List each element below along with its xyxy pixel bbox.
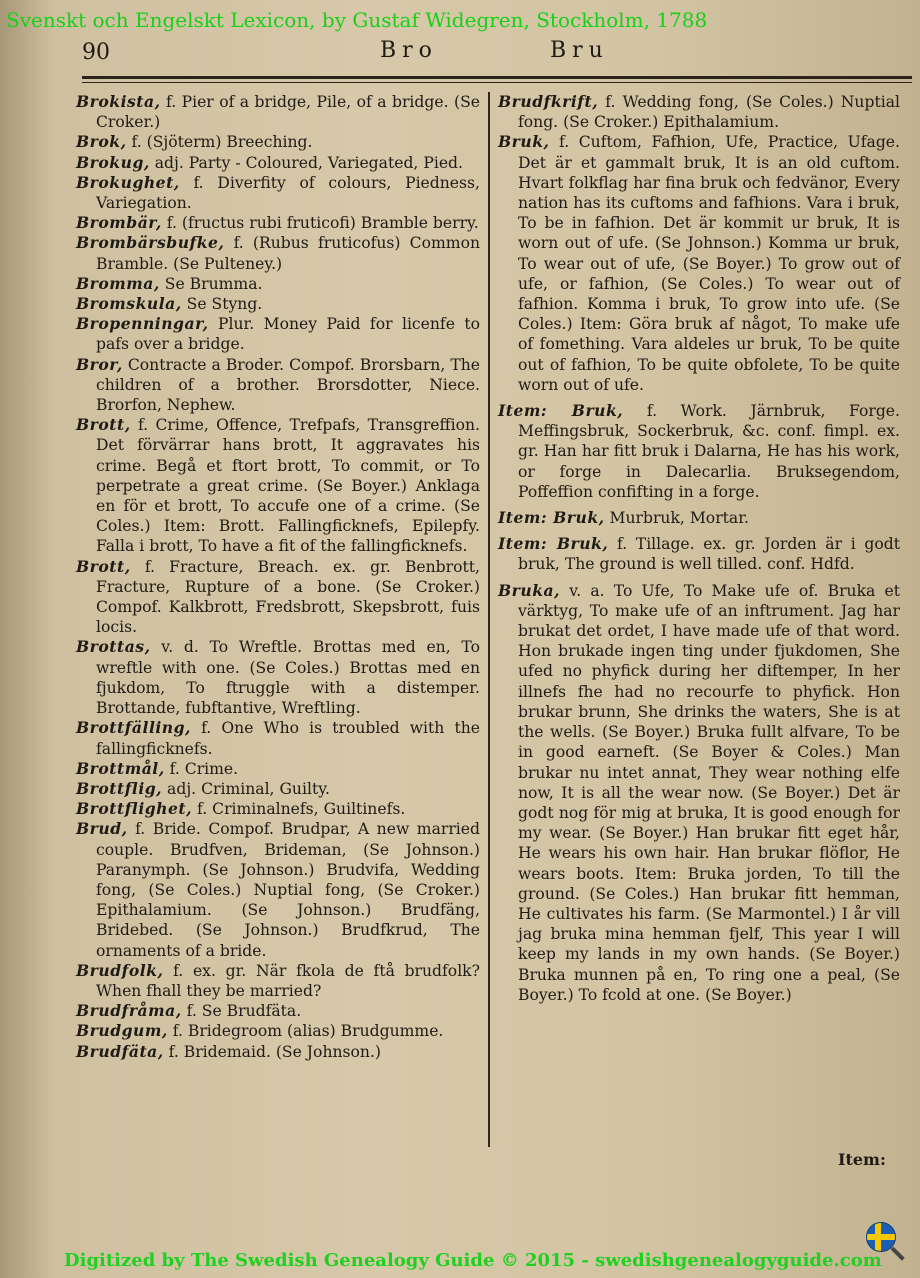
- dictionary-entry: [76, 415, 480, 556]
- dictionary-entry: [76, 274, 480, 294]
- dictionary-entry: [76, 153, 480, 173]
- entry-headword: Brudfolk,: [76, 960, 164, 980]
- entry-definition: f. Pier of a bridge, Pile, of a bridge. (Se Croker.): [96, 93, 480, 132]
- entry-headword: Brud,: [76, 819, 128, 839]
- entry-headword: Item: Bruk,: [498, 534, 609, 554]
- header-rule-thin: [82, 82, 912, 83]
- column-divider: [488, 92, 490, 1147]
- dictionary-entry: [76, 1042, 480, 1062]
- dictionary-entry: [76, 718, 480, 758]
- dictionary-entry: [76, 557, 480, 638]
- entry-headword: Bromma,: [76, 273, 160, 293]
- entry-definition: f. Bridegroom (alias) Brudgumme.: [167, 1022, 444, 1041]
- entry-headword: Brombärsbufke,: [76, 233, 225, 253]
- dictionary-entry: [498, 534, 900, 574]
- dictionary-entry: [76, 294, 480, 314]
- running-head-left: Bro: [380, 38, 438, 63]
- entry-definition: Se Brumma.: [159, 274, 263, 293]
- entry-definition: f. (Sjöterm) Breeching.: [126, 133, 313, 152]
- entry-definition: f. Se Brudfäta.: [181, 1002, 302, 1021]
- entry-definition: f. Diverfity of colours, Piedness, Variegation.: [96, 173, 480, 213]
- dictionary-entry: [76, 233, 480, 273]
- entry-definition: Plur. Money Paid for licenfe to pafs over a bridge.: [96, 315, 480, 354]
- entry-definition: f. (fructus rubi fruticofi) Bramble berry.: [161, 214, 479, 233]
- entry-headword: Bror,: [76, 354, 123, 374]
- entry-headword: Brottas,: [76, 637, 151, 657]
- dictionary-entry: [498, 508, 900, 528]
- dictionary-entry: [76, 355, 480, 416]
- running-head-right: Bru: [550, 38, 609, 63]
- entry-headword: Brottflig,: [76, 778, 163, 798]
- dictionary-entry: [76, 779, 480, 799]
- dictionary-entry: [498, 581, 900, 1005]
- dictionary-entry: [76, 799, 480, 819]
- dictionary-entry: [498, 401, 900, 502]
- entry-headword: Brottmål,: [76, 758, 165, 778]
- entry-definition: f. Crime.: [164, 759, 239, 778]
- right-column: [498, 92, 900, 1005]
- entry-headword: Item: Bruk,: [498, 401, 624, 421]
- digitized-footer: Digitized by The Swedish Genealogy Guide © 2015 - swedishgenealogyguide.com: [64, 1250, 882, 1271]
- entry-definition: f. Bride. Compof. Brudpar, A new married couple. Brudfven, Brideman, (Se Johnson.) Paranymph. (Se Johnson.) Brudvifa, Wedding fong, (Se Coles.) Nuptial fong, (Se Croker.) Epithalamium. (Se Johnson.) Brudfäng, Bridebed. (Se Johnson.) Brudfkrud, The ornaments of a bride.: [96, 820, 480, 960]
- entry-definition: adj. Party - Coloured, Variegated, Pied.: [149, 153, 463, 172]
- entry-headword: Brokista,: [76, 92, 161, 111]
- dictionary-entry: [76, 1021, 480, 1041]
- entry-headword: Brombär,: [76, 213, 162, 233]
- entry-headword: Bropenningar,: [76, 314, 209, 334]
- entry-headword: Brott,: [76, 415, 131, 435]
- entry-headword: Bruka,: [498, 580, 561, 600]
- entry-headword: Bruk,: [498, 132, 550, 152]
- dictionary-entry: [76, 961, 480, 1001]
- entry-definition: f. One Who is troubled with the fallingficknefs.: [96, 719, 480, 758]
- page-caption: Svenskt och Engelskt Lexicon, by Gustaf Widegren, Stockholm, 1788: [6, 8, 708, 32]
- header-rule: [82, 76, 912, 79]
- dictionary-entry: [76, 314, 480, 354]
- entry-headword: Brudfäta,: [76, 1041, 164, 1061]
- entry-definition: f. Crime, Offence, Trefpafs, Transgreffion. Det förvärrar hans brott, It aggravates his crime. Begå et ftort brott, To commit, or To perpetrate a great crime. (Se Boyer.) Anklaga en för et brott, To accufe one of a crime. (Se Coles.) Item: Brott. Fallingficknefs, Epilepfy. Falla i brott, To have a fit of the fallingficknefs.: [96, 416, 480, 556]
- entry-definition: v. d. To Wreftle. Brottas med en, To wreftle with one. (Se Coles.) Brottas med en fjukdom, To ftruggle with a distemper. Brottande, fubftantive, Wreftling.: [96, 638, 480, 718]
- entry-definition: Murbruk, Mortar.: [604, 509, 749, 528]
- entry-headword: Brott,: [76, 556, 131, 576]
- dictionary-entry: [76, 213, 480, 233]
- entry-headword: Brokughet,: [76, 172, 180, 192]
- magnifier-handle: [891, 1247, 905, 1261]
- entry-definition: Contracte a Broder. Compof. Brorsbarn, The children of a brother. Brorsdotter, Niece. Brorfon, Nephew.: [96, 355, 480, 415]
- entry-headword: Brokug,: [76, 152, 150, 172]
- entry-definition: f. Fracture, Breach. ex. gr. Benbrott, Fracture, Rupture of a bone. (Se Croker.) Compof. Kalkbrott, Fredsbrott, Skepsbrott, fuis locis.: [96, 557, 480, 637]
- dictionary-entry: [498, 132, 900, 395]
- entry-definition: adj. Criminal, Guilty.: [162, 779, 330, 798]
- entry-headword: Brudfråma,: [76, 1001, 182, 1021]
- dictionary-entry: [76, 1001, 480, 1021]
- entry-headword: Bromskula,: [76, 294, 182, 314]
- entry-definition: Se Styng.: [181, 295, 263, 314]
- left-column: [76, 92, 480, 1062]
- entry-headword: Brottflighet,: [76, 799, 193, 819]
- entry-definition: v. a. To Ufe, To Make ufe of. Bruka et värktyg, To make ufe of an inftrument. Jag har brukat det ordet, I have made ufe of that word. Hon brukade ingen ting under fjukdomen, She ufed no phyfick during her diftemper, In her illnefs fhe had no recourfe to phyfick. Hon brukar brunn, She drinks the waters, She is at the wells. (Se Boyer.) Bruka fullt alfvare, To be in good earneft. (Se Boyer & Coles.) Man brukar nu intet annat, They wear nothing elfe now, It is all the wear now. (Se Boyer.) Det är godt nog för mig at bruka, It is good enough for my wear. (Se Boyer.) Han brukar fitt eget hår, He wears his own hair. Han brukar flöflor, He wears boots. Item: Bruka jorden, To till the ground. (Se Coles.) Han brukar fitt hemman, He cultivates his farm. (Se Marmontel.) I år vill jag bruka mina hemman fjelf, This year I will keep my lands in my own hands. (Se Boyer.) Bruka munnen på en, To ring one a peal, (Se Boyer.) To fcold at one. (Se Boyer.): [518, 581, 900, 1004]
- entry-headword: Brottfälling,: [76, 718, 191, 738]
- entry-definition: f. (Rubus fruticofus) Common Bramble. (Se Pulteney.): [96, 234, 480, 273]
- dictionary-entry: [76, 173, 480, 213]
- entry-headword: Brudfkrift,: [498, 92, 599, 111]
- entry-headword: Brudgum,: [76, 1021, 168, 1041]
- dictionary-entry: [498, 92, 900, 132]
- dictionary-entry: [76, 132, 480, 152]
- entry-definition: f. Work. Järnbruk, Forge. Meffingsbruk, Sockerbruk, &c. conf. fimpl. ex. gr. Han har fitt bruk i Dalarna, He has his work, or forge in Dalecarlia. Bruksegendom, Poffeffion confifting in a forge.: [518, 402, 900, 501]
- entry-definition: f. Wedding fong, (Se Coles.) Nuptial fong. (Se Croker.) Epithalamium.: [518, 93, 900, 132]
- page-number: 90: [82, 40, 110, 65]
- entry-definition: f. Cuftom, Fafhion, Ufe, Practice, Ufage. Det är et gammalt bruk, It is an old cuftom. Hvart folkflag har fina bruk och fedvänor, Every nation has its cuftoms and fafhions. Vara i bruk, To be in fafhion. Det är kommit ur bruk, It is worn out of ufe. (Se Johnson.) Komma ur bruk, To wear out of ufe, (Se Boyer.) To grow out of ufe, or fafhion, (Se Coles.) To wear out of fafhion. Komma i bruk, To grow into ufe. (Se Coles.) Item: Göra bruk af något, To make ufe of fomething. Vara aldeles ur bruk, To be quite out of fafhion, To be quite obfolete, To be quite worn out of ufe.: [518, 133, 900, 394]
- entry-definition: f. Bridemaid. (Se Johnson.): [163, 1042, 382, 1061]
- entry-definition: f. Tillage. ex. gr. Jorden är i godt bruk, The ground is well tilled. conf. Hdfd.: [518, 535, 900, 574]
- entry-definition: f. Criminalnefs, Guiltinefs.: [192, 800, 406, 819]
- dictionary-entry: [76, 819, 480, 960]
- entry-definition: f. ex. gr. När fkola de ftå brudfolk? When fhall they be married?: [96, 961, 480, 1000]
- entry-headword: Item: Bruk,: [498, 508, 605, 528]
- dictionary-entry: [76, 759, 480, 779]
- entry-headword: Brok,: [76, 132, 127, 152]
- dictionary-entry: [76, 92, 480, 132]
- dictionary-entry: [76, 637, 480, 718]
- catchword: Item:: [838, 1150, 886, 1169]
